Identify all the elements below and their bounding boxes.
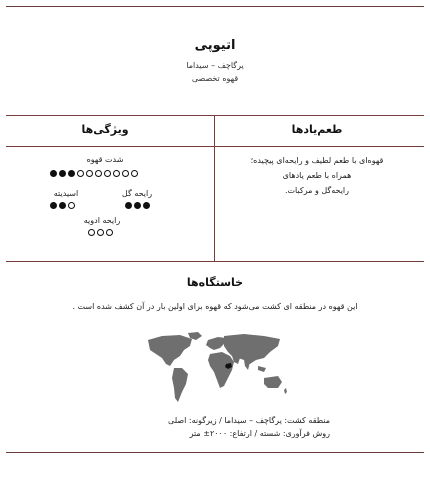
bottom-rule — [6, 452, 424, 453]
origin-description: این قهوه در منطقه ای کشت می‌شود که قهوه برای اولین بار در آن کشف شده است . — [72, 302, 358, 311]
column-divider — [214, 115, 215, 261]
origin-info-line-2: روش فرآوری: شسته / ارتفاع: ۲۰۰۰± متر — [189, 429, 330, 438]
acidity-rating — [50, 202, 75, 209]
taste-line-1: قهوه‌ای با طعم لطیف و رایحه‌ای پیچیده؛ — [250, 156, 384, 165]
world-map-image — [140, 330, 292, 408]
flower-label: رایحه گل — [121, 189, 153, 198]
intensity-dot — [122, 170, 129, 177]
spice-label: رایحه ادویه — [83, 216, 121, 225]
product-category: قهوه تخصصی — [191, 74, 239, 83]
spice-rating — [88, 229, 113, 236]
spice-dot — [97, 229, 104, 236]
section-divider-under-heads — [6, 146, 424, 147]
intensity-dot — [104, 170, 111, 177]
top-rule — [6, 6, 424, 7]
flower-dot — [143, 202, 150, 209]
intensity-dot — [131, 170, 138, 177]
product-title: اتیوپی — [194, 38, 236, 53]
acidity-dot — [68, 202, 75, 209]
flower-dot — [134, 202, 141, 209]
intensity-dot — [113, 170, 120, 177]
flower-dot — [125, 202, 132, 209]
acidity-dot — [50, 202, 57, 209]
taste-heading: طعم‌یادها — [291, 123, 343, 136]
taste-notes — [232, 153, 402, 198]
origin-info-line-1: منطقه کشت: یرگاچف – سیداما / زیرگونه: اصلی — [168, 416, 330, 425]
origin-info — [168, 414, 330, 440]
acidity-dot — [59, 202, 66, 209]
intensity-dot — [59, 170, 66, 177]
intensity-dot — [95, 170, 102, 177]
section-divider-top — [6, 115, 424, 116]
taste-line-3: رایحه‌گل و مرکبات. — [284, 186, 349, 195]
taste-line-2: همراه با طعم یادهای — [282, 171, 352, 180]
section-divider-bottom — [6, 261, 424, 262]
intensity-label: شدت قهوه — [86, 155, 124, 164]
intensity-dot — [50, 170, 57, 177]
intensity-dot — [86, 170, 93, 177]
flower-rating — [125, 202, 150, 209]
features-heading: ویژگی‌ها — [81, 123, 129, 136]
product-region: یرگاچف – سیداما — [186, 61, 244, 70]
spice-dot — [106, 229, 113, 236]
product-header — [0, 38, 430, 83]
acidity-label: اسیدیته — [53, 189, 79, 198]
intensity-dot — [68, 170, 75, 177]
intensity-dot — [77, 170, 84, 177]
origin-heading: خاستگاه‌ها — [186, 276, 244, 289]
intensity-rating — [50, 170, 138, 177]
spice-dot — [88, 229, 95, 236]
